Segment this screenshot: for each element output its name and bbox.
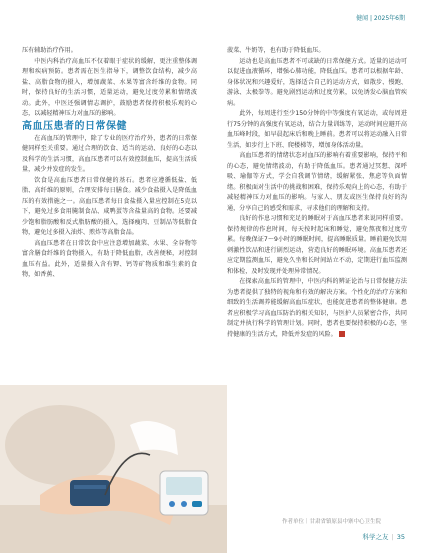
blood-pressure-photo [0,385,227,553]
left-paragraph: 压有辅助治疗作用。 [22,47,77,54]
author-note: 作者单位｜甘肃省镇原县中寨中心卫生院 [281,519,381,525]
magazine-name: 科学之友 [362,533,389,541]
right-column [227,46,407,340]
right-paragraph: 良好的作息习惯和充足的睡眠对于高血压患者来说同样重要。保持规律的作息时间，每天按时起床和睡觉，避免熬夜和过度劳累。每晚保证7～9小时的睡眠时间，提高睡眠质量。睡前避免饮用刺激性饮品和进行剧烈运动，营造良好的睡眠环境。高血压患者还应定期监测血压，避免久坐和长时间站立不动，定期进行血压监测和体检，及时发现并处理异常情况。 [227,215,407,275]
page-footer [363,532,405,541]
right-paragraph: 运动也是高血压患者不可或缺的日常保健方式。适量的运动可以促进血液循环，增强心肺功能，降低血压。患者可以根据年龄、身体状况和兴趣爱好，选择适合自己的运动方式，如散步、慢跑、游泳、太极拳等。避免剧烈运动和过度劳累，以免诱发心脑血管疾病。 [227,57,407,107]
footer-separator: | [391,533,394,541]
right-paragraph [227,277,407,340]
left-column [22,46,197,281]
section-title: 高血压患者的日常保健 [22,120,127,132]
right-paragraph: 高血压患者的情绪状态对血压的影响有着重要影响，保持平和的心态，避免情绪波动，有助于降低血压。患者通过冥想、深呼吸、瑜伽等方式，学会自我调节情绪，缓解紧张、焦虑等负面情绪。积极面对生活中的挑战和困难，保持乐观向上的心态，有助于减轻精神压力对血压的影响。与家人、朋友或医生保持良好的沟通，分享自己的感受和需求，寻求他们的理解和支持。 [227,152,407,212]
blood-pressure-illustration [0,385,227,553]
section-paragraph: 高血压患者在日常饮食中应注意增加蔬菜、水果、全谷物等富含膳食纤维的食物摄入，有助于降低血脂，改善便秘，对控制血压有益。此外，适量摄入含有钾、钙等矿物质和维生素的食物，如香蕉、 [22,239,197,278]
page-number: 35 [396,533,405,541]
right-paragraph: 此外，每周进行至少150分钟的中等强度有氧运动，或每周进行75分钟的高强度有氧运动，结合力量训练等，运动时间应避开高血压峰时段，如早晨起床后和晚上睡前。患者可以将运动融入日常生活，如步行上下班、爬楼梯等，增加身体活动量。 [227,110,407,149]
section-paragraph: 饮食是高血压患者日常保健的基石。患者应遵循低盐、低脂、高纤维的原则，合理安排每日膳食。减少食盐摄入是降低血压的有效措施之一。高血压患者每日食盐摄入量应控制在5克以下，避免过多食用腌制食品、咸鸭蛋等含盐量高的食物。还要减少饱和脂肪酸和反式脂肪酸的摄入，选择瘦肉、豆制品等低脂食物，避免过多摄入油炸、煎炸等高脂食品。 [22,176,197,236]
right-paragraph-text: 在探索高血压的管理中，中医内科的辨证论治与日常保健方法为患者提供了独特的视角和有效的解决方案。个性化的治疗方案和细致的生活调养能缓解高血压症状，也能促进患者的整体健康。患者应积极学习高血压防治的相关知识，与医护人员紧密合作，共同制定并执行科学的管理计划。同时，患者也要保持积极的心态，坚持健康的生活方式，降低并发症的风险。 [227,278,407,338]
running-header: 健闻 | 2025年6期 [356,15,405,22]
left-paragraph: 中医内科治疗高血压不仅着眼于症状的缓解，更注重整体调理和疾病预防。患者需在医生指导下，调整饮食结构，减少高盐、高脂食物的摄入，增加蔬菜、水果等富含纤维的食物。同时，保持良好的生活习惯，适量运动，避免过度劳累和情绪波动。此外，中医还强调情志调护，鼓励患者保持积极乐观的心态，以减轻精神压力对血压的影响。 [22,57,197,117]
right-paragraph: 菠菜、牛奶等，也有助于降低血压。 [227,47,325,54]
section-paragraph: 在高血压的管理中，除了专业的医疗治疗外，患者的日常保健同样至关重要。通过合理的饮食、适当的运动、良好的心态以及科学的生活习惯，高血压患者可以有效控制血压，提高生活质量，减少并发症的发生。 [22,134,197,173]
end-mark-icon [339,331,345,337]
